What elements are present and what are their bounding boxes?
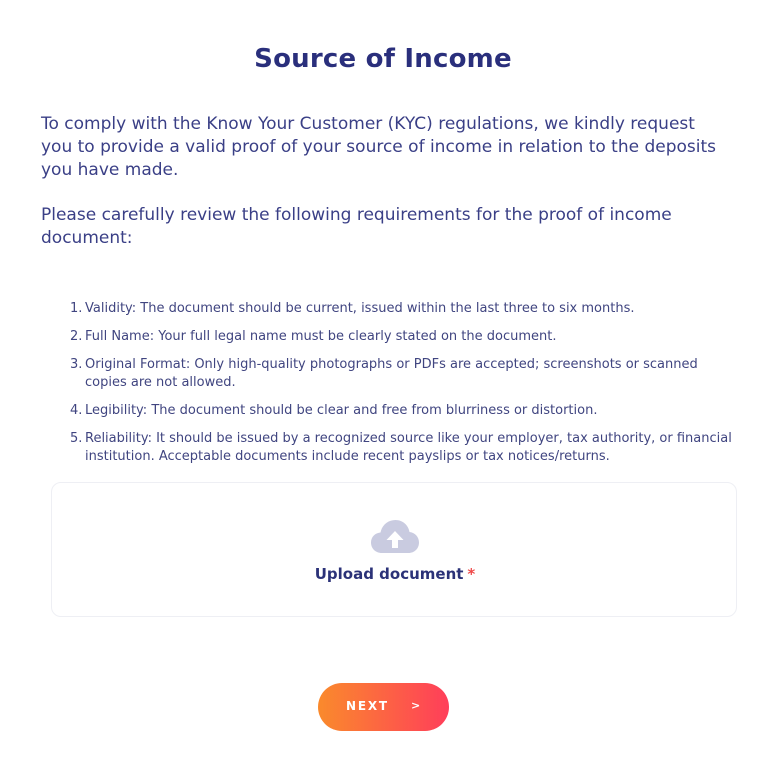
requirement-text: Validity: The document should be current, issued within the last three to six months. bbox=[85, 301, 635, 316]
page-title: Source of Income bbox=[254, 44, 512, 74]
requirement-number: 2. bbox=[70, 329, 83, 344]
intro-paragraph-kyc: To comply with the Know Your Customer (KYC) regulations, we kindly request you to provide a valid proof of your source of income in relation to the deposits you have made. bbox=[41, 114, 717, 180]
requirement-item-validity bbox=[46, 300, 736, 318]
requirement-item-original-format bbox=[46, 356, 736, 392]
requirement-number: 5. bbox=[70, 431, 83, 446]
requirement-text: Original Format: Only high-quality photographs or PDFs are accepted; screenshots or scanned copies are not allowed. bbox=[85, 357, 698, 390]
required-asterisk: * bbox=[467, 565, 476, 583]
chevron-right-icon: > bbox=[411, 699, 421, 712]
requirement-number: 1. bbox=[70, 301, 83, 316]
cloud-upload-icon bbox=[370, 517, 420, 557]
requirement-number: 3. bbox=[70, 357, 83, 372]
requirements-list bbox=[46, 300, 736, 476]
requirement-text: Full Name: Your full legal name must be clearly stated on the document. bbox=[85, 329, 557, 344]
requirement-item-legibility bbox=[46, 402, 736, 420]
upload-document-dropzone[interactable] bbox=[51, 482, 737, 617]
upload-label-text: Upload document bbox=[314, 565, 464, 583]
requirement-item-reliability bbox=[46, 430, 736, 466]
next-button-label: NEXT bbox=[346, 699, 389, 713]
intro-paragraph-requirements: Please carefully review the following requirements for the proof of income document: bbox=[41, 205, 672, 248]
upload-document-label bbox=[52, 565, 738, 583]
next-button[interactable] bbox=[318, 683, 449, 731]
requirement-number: 4. bbox=[70, 403, 83, 418]
requirement-text: Legibility: The document should be clear and free from blurriness or distortion. bbox=[85, 403, 598, 418]
requirement-text: Reliability: It should be issued by a recognized source like your employer, tax authority, or financial institution. Acceptable documents include recent payslips or tax notices/returns. bbox=[85, 431, 732, 464]
requirement-item-full-name bbox=[46, 328, 736, 346]
